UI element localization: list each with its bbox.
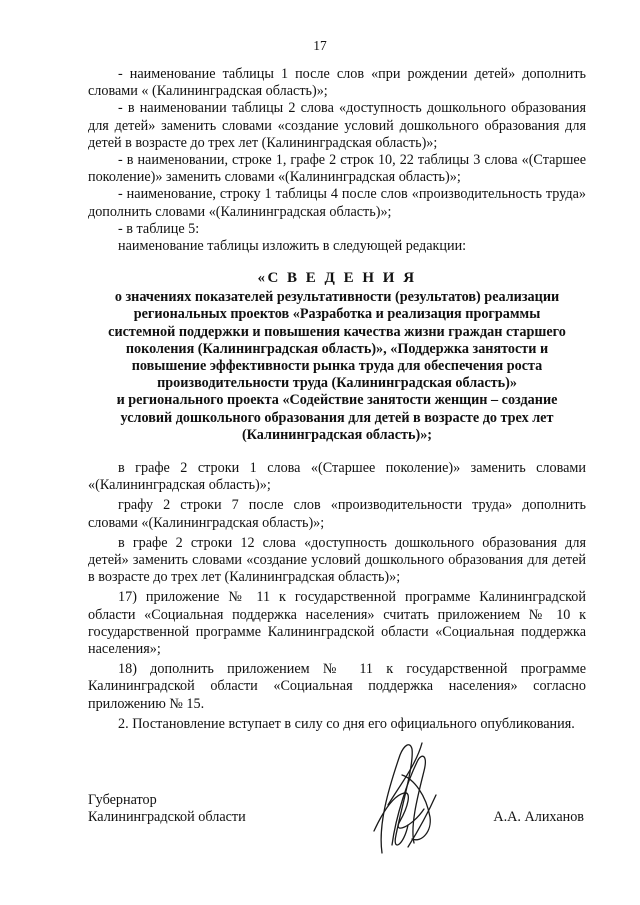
paragraph: 17) приложение № 11 к государственной программе Калининградской области «Социальная поддержка населения» считать приложением № 10 к государственной программе Калининградской области «Социальная поддержка населения»; [88,589,586,658]
page-number: 17 [313,38,327,53]
position-line: Калининградской области [88,809,246,826]
heading-line: системной поддержки и повышения качества жизни граждан старшего [108,323,566,340]
paragraph: 2. Постановление вступает в силу со дня его официального опубликования. [118,715,575,732]
heading-line: производительности труда (Калининградская область)» [157,375,517,392]
heading-line: региональных проектов «Разработка и реализация программы [133,306,541,323]
paragraph: графу 2 строки 7 после слов «производительности труда» дополнить словами «(Калининградская область)»; [88,497,586,531]
heading-line: о значениях показателей результативности (результатов) реализации [114,289,560,306]
signatory-name: А.А. Алиханов [493,809,584,825]
paragraph: - в наименовании таблицы 2 слова «доступность дошкольного образования для детей» заменить словами «создание условий дошкольного образования для детей в возрасте до трех лет (Калининградская область)»; [88,100,586,151]
paragraph: 18) дополнить приложением № 11 к государственной программе Калининградской области «Социальная поддержка населения» согласно приложению № 15. [88,661,586,712]
table-title-heading [88,270,586,444]
paragraph: - наименование таблицы 1 после слов «при рождении детей» дополнить словами « (Калининградская область)»; [88,66,586,100]
heading-line: (Калининградская область)»; [241,426,433,443]
position-line: Губернатор [88,792,157,808]
paragraph: - наименование, строку 1 таблицы 4 после слов «производительность труда» дополнить словами «(Калининградская область)»; [88,186,586,220]
paragraph: - в таблице 5: [118,220,200,237]
heading-line: и регионального проекта «Содействие занятости женщин – создание [116,392,558,409]
amendments-bottom [88,460,586,733]
paragraph: в графе 2 строки 12 слова «доступность дошкольного образования для детей» заменить словами «создание условий дошкольного образования для детей в возрасте до трех лет (Калининградская область)»; [88,534,586,586]
heading-line: повышение эффективности рынка труда для обеспечения роста [131,358,543,375]
paragraph: - в наименовании, строке 1, графе 2 строк 10, 22 таблицы 3 слова «(Старшее поколение)» заменить словами «(Калининградская область)»; [88,152,586,186]
heading-line: условий дошкольного образования для детей в возрасте до трех лет [120,409,554,426]
paragraph: в графе 2 строки 1 слова «(Старшее поколение)» заменить словами «(Калининградская область)»; [88,460,586,494]
heading-title: «С В Е Д Е Н И Я [257,270,417,286]
amendments-top [88,66,586,255]
heading-line: поколения (Калининградская область)», «Поддержка занятости и [125,340,549,357]
paragraph: наименование таблицы изложить в следующей редакции: [118,238,467,255]
